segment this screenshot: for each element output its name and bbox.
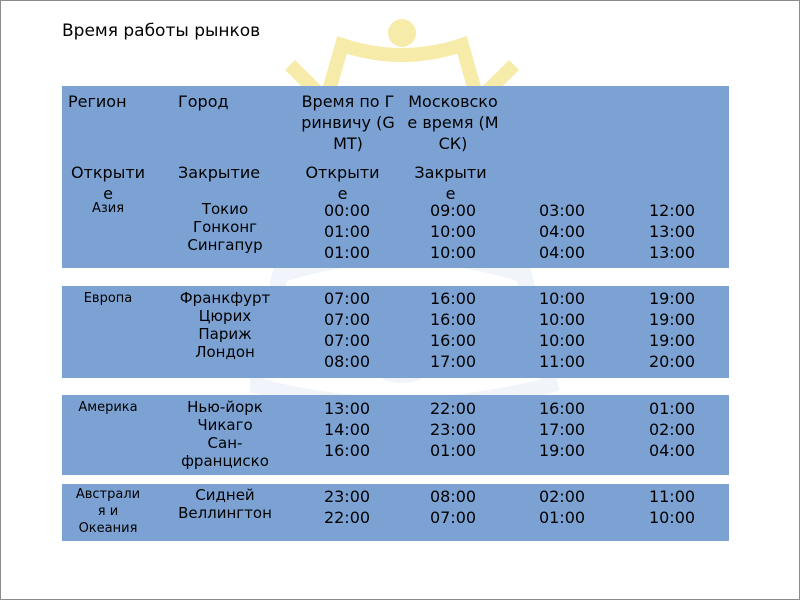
table-block-asia [62,86,729,268]
region-name: Европа [83,291,133,306]
header-city: Город [178,92,229,111]
msk-close-times: 11:00 10:00 [648,487,696,527]
region-name: Америка [78,400,138,415]
msk-open-times: 02:00 01:00 [538,487,586,527]
region-cities: Нью-йорк Чикаго Сан- франциско [181,398,269,470]
header-open-gmt: Открытие [70,163,146,203]
gmt-close-times: 08:00 07:00 [429,487,477,527]
gmt-close-times: 09:00 10:00 10:00 [429,201,477,262]
header-region: Регион [68,92,127,111]
header-open-msk: Открытие [305,163,380,203]
msk-open-times: 10:00 10:00 10:00 11:00 [538,289,586,371]
msk-close-times: 01:00 02:00 04:00 [648,399,696,460]
header-gmt: Время по Гринвичу (GMT) [301,92,395,153]
gmt-open-times: 13:00 14:00 16:00 [323,399,371,460]
header-close-msk: Закрытие [414,163,487,203]
gmt-open-times: 00:00 01:00 01:00 [323,201,371,262]
msk-close-times: 12:00 13:00 13:00 [648,201,696,262]
msk-open-times: 03:00 04:00 04:00 [538,201,586,262]
region-cities: Франкфурт Цюрих Париж Лондон [179,289,271,361]
table-block-europe [62,286,729,378]
page-title: Время работы рынков [62,21,261,41]
table-block-america [62,395,729,475]
gmt-close-times: 16:00 16:00 16:00 17:00 [429,289,477,371]
header-msk: Московское время (МСК) [407,92,499,153]
table-block-oceania [62,484,729,541]
gmt-open-times: 07:00 07:00 07:00 08:00 [323,289,371,371]
region-name: Азия [91,201,125,216]
region-cities: Сидней Веллингтон [178,486,272,522]
gmt-close-times: 22:00 23:00 01:00 [429,399,477,460]
msk-open-times: 16:00 17:00 19:00 [538,399,586,460]
region-name: Австрали я и Океания [75,487,141,536]
region-cities: Токио Гонконг Сингапур [187,200,263,254]
header-close-gmt: Закрытие [178,163,261,182]
gmt-open-times: 23:00 22:00 [323,487,371,527]
msk-close-times: 19:00 19:00 19:00 20:00 [648,289,696,371]
